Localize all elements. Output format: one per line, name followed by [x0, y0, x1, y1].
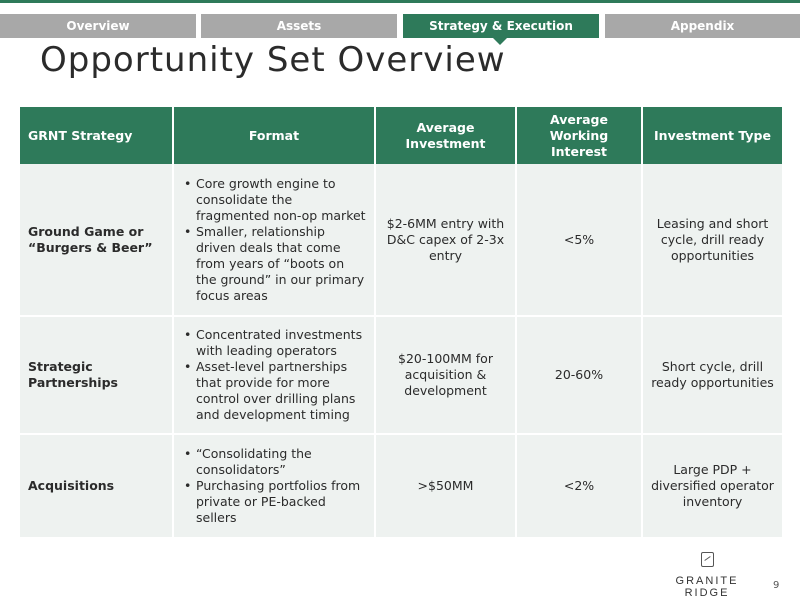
- header-investment-type: Investment Type: [642, 107, 782, 164]
- logo-text: GRANITE RIDGE: [675, 575, 739, 599]
- cell-investment-type: Short cycle, drill ready opportunities: [642, 316, 782, 434]
- cell-format: [173, 164, 375, 316]
- format-bullet: • “Consolidating the consolidators”: [196, 446, 368, 478]
- table-row: [20, 434, 782, 538]
- table-row: [20, 164, 782, 316]
- cell-investment-type: Leasing and short cycle, drill ready opportunities: [642, 164, 782, 316]
- cell-strategy: Strategic Partnerships: [20, 316, 173, 434]
- opportunity-table: [20, 107, 782, 539]
- format-bullets: [182, 446, 368, 526]
- page-title: Opportunity Set Overview: [40, 40, 506, 80]
- format-bullet: • Purchasing portfolios from private or PE-backed sellers: [196, 478, 368, 526]
- header-average-working-interest: Average Working Interest: [516, 107, 642, 164]
- format-bullets: [182, 176, 368, 304]
- header-strategy: GRNT Strategy: [20, 107, 173, 164]
- cell-format: [173, 316, 375, 434]
- cell-average-investment: >$50MM: [375, 434, 516, 538]
- format-bullet: • Smaller, relationship driven deals that come from years of “boots on the ground” in our primary focus areas: [196, 224, 368, 304]
- tab-assets[interactable]: Assets: [201, 14, 397, 38]
- format-bullet: • Core growth engine to consolidate the fragmented non-op market: [196, 176, 368, 224]
- cell-working-interest: <2%: [516, 434, 642, 538]
- page-number: 9: [773, 580, 780, 591]
- cell-strategy: Ground Game or “Burgers & Beer”: [20, 164, 173, 316]
- tab-strategy-execution[interactable]: Strategy & Execution: [403, 14, 599, 38]
- top-accent-line: [0, 0, 800, 3]
- cell-average-investment: $2-6MM entry with D&C capex of 2-3x entry: [375, 164, 516, 316]
- format-bullet: • Concentrated investments with leading operators: [196, 327, 368, 359]
- cell-investment-type: Large PDP + diversified operator inventory: [642, 434, 782, 538]
- header-format: Format: [173, 107, 375, 164]
- section-tabs: [0, 14, 800, 38]
- cell-strategy: Acquisitions: [20, 434, 173, 538]
- company-logo: [652, 552, 762, 599]
- format-bullet: • Asset-level partnerships that provide for more control over drilling plans and development timing: [196, 359, 368, 423]
- tab-overview[interactable]: Overview: [0, 14, 196, 38]
- cell-working-interest: <5%: [516, 164, 642, 316]
- cell-format: [173, 434, 375, 538]
- tab-appendix[interactable]: Appendix: [605, 14, 800, 38]
- cell-average-investment: $20-100MM for acquisition & development: [375, 316, 516, 434]
- granite-ridge-logo-icon: [701, 552, 714, 567]
- cell-working-interest: 20-60%: [516, 316, 642, 434]
- format-bullets: [182, 327, 368, 423]
- table-header-row: [20, 107, 782, 164]
- table-row: [20, 316, 782, 434]
- header-average-investment: Average Investment: [375, 107, 516, 164]
